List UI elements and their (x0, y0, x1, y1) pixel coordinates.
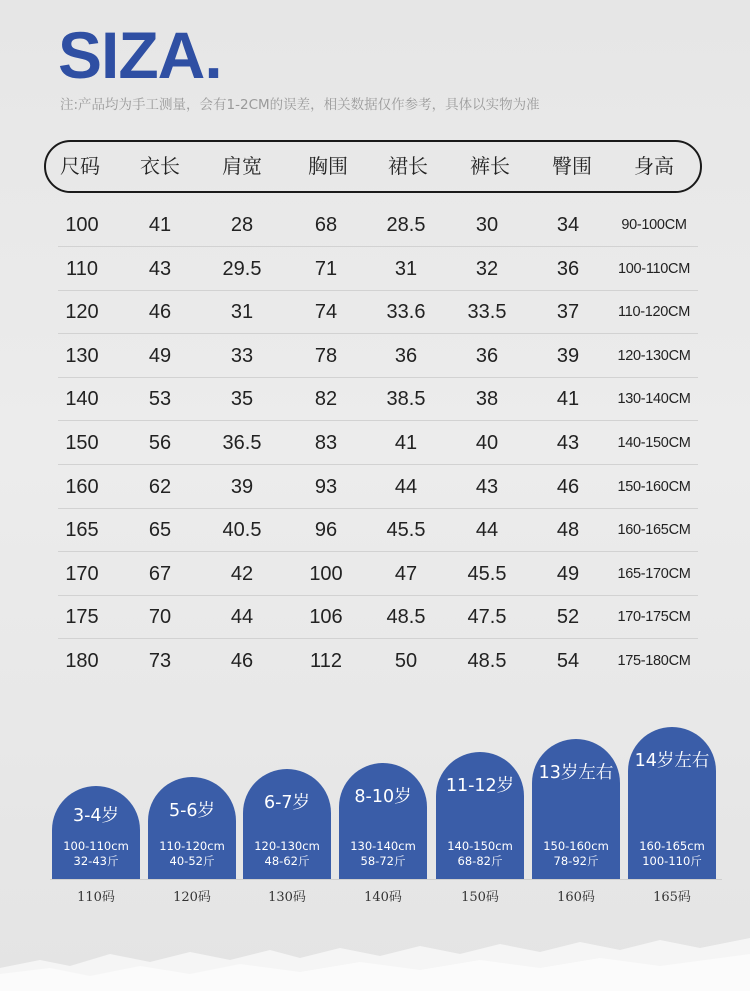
table-cell: 52 (556, 606, 580, 629)
card-age: 11-12岁 (445, 776, 515, 796)
card-height: 160-165cm (639, 839, 705, 853)
table-cell: 175 (65, 606, 99, 629)
table-cell: 49 (148, 344, 172, 367)
table-cell: 160-165CM (617, 522, 691, 539)
table-row (58, 203, 698, 247)
table-cell: 175-180CM (617, 653, 691, 669)
table-cell: 33.5 (467, 301, 507, 324)
table-row (58, 465, 698, 509)
table-cell: 39 (230, 475, 254, 498)
table-cell: 38 (475, 388, 499, 411)
table-cell: 28.5 (386, 214, 426, 236)
page-title: SIZA. (58, 18, 222, 92)
table-cell: 44 (475, 519, 499, 542)
table-cell: 31 (230, 301, 254, 324)
table-cell: 82 (314, 388, 338, 411)
card-weight: 40-52斤 (169, 854, 215, 868)
table-cell: 160 (65, 475, 99, 498)
table-cell: 33 (230, 344, 254, 367)
table-cell: 28 (230, 214, 254, 236)
table-cell: 46 (148, 301, 172, 324)
table-row (58, 508, 698, 552)
card-size-label: 165码 (653, 890, 691, 905)
card-age: 3-4岁 (72, 806, 120, 826)
table-cell: 42 (230, 562, 254, 585)
table-cell: 68 (314, 214, 338, 236)
table-cell: 100 (309, 562, 343, 585)
table-cell: 96 (314, 519, 338, 542)
card-info (628, 839, 716, 869)
table-cell: 165-170CM (617, 565, 691, 582)
card-size-label: 110码 (77, 890, 115, 905)
cards-baseline (50, 879, 722, 880)
table-cell: 70 (148, 606, 172, 629)
table-cell: 180 (65, 650, 99, 672)
table-cell: 50 (394, 650, 418, 672)
table-cell: 43 (475, 475, 499, 498)
table-cell: 54 (556, 650, 580, 672)
age-card (436, 752, 524, 879)
column-header: 尺码 (60, 154, 100, 178)
card-height: 100-110cm (63, 839, 129, 853)
card-height: 110-120cm (159, 839, 225, 853)
card-size-label: 160码 (557, 890, 595, 905)
table-cell: 36 (556, 257, 580, 280)
table-cell: 110-120CM (618, 304, 690, 321)
table-cell: 140-150CM (617, 435, 691, 451)
table-cell: 112 (310, 650, 342, 672)
table-cell: 47 (394, 562, 418, 585)
table-cell: 106 (309, 606, 343, 629)
table-cell: 40.5 (222, 519, 262, 542)
table-cell: 47.5 (467, 606, 507, 629)
table-cell: 49 (556, 562, 580, 585)
table-cell: 150-160CM (617, 478, 691, 495)
table-row (58, 377, 698, 421)
table-row (58, 247, 698, 291)
torn-paper-edge (0, 930, 750, 991)
table-row (58, 639, 698, 683)
card-weight: 78-92斤 (553, 854, 599, 868)
card-info (52, 839, 140, 869)
card-age: 5-6岁 (168, 801, 216, 821)
table-cell: 93 (314, 475, 338, 498)
table-cell: 100 (65, 214, 99, 236)
card-height: 120-130cm (254, 839, 320, 853)
card-age: 13岁左右 (538, 763, 614, 783)
card-info (339, 839, 427, 869)
table-cell: 41 (556, 388, 580, 411)
age-card (532, 739, 620, 879)
table-cell: 120 (65, 301, 99, 324)
table-cell: 37 (556, 301, 580, 324)
table-cell: 44 (394, 475, 418, 498)
card-info (148, 839, 236, 869)
card-height: 140-150cm (447, 839, 513, 853)
card-height: 150-160cm (543, 839, 609, 853)
table-cell: 35 (230, 388, 254, 411)
table-cell: 130-140CM (617, 391, 691, 408)
card-info (532, 839, 620, 869)
table-cell: 46 (556, 475, 580, 498)
table-cell: 44 (230, 606, 254, 629)
table-cell: 43 (148, 257, 172, 280)
table-cell: 165 (65, 519, 99, 542)
column-header: 裤长 (470, 154, 510, 178)
table-cell: 83 (314, 432, 338, 454)
age-card (628, 727, 716, 879)
table-cell: 36 (475, 344, 499, 367)
card-age: 14岁左右 (634, 751, 710, 771)
card-weight: 32-43斤 (73, 854, 119, 868)
table-row (58, 290, 698, 334)
card-age: 8-10岁 (354, 787, 412, 807)
table-cell: 48.5 (467, 650, 507, 672)
table-cell: 36.5 (222, 432, 262, 454)
table-cell: 48 (556, 519, 580, 542)
table-cell: 71 (314, 257, 338, 280)
table-cell: 34 (556, 214, 580, 236)
age-card (148, 777, 236, 879)
table-cell: 65 (148, 519, 172, 542)
table-cell: 46 (230, 650, 254, 672)
card-weight: 58-72斤 (360, 854, 406, 868)
table-cell: 140 (65, 388, 99, 411)
column-header: 胸围 (308, 154, 348, 178)
age-card (339, 763, 427, 879)
table-cell: 67 (148, 562, 172, 585)
card-size-label: 120码 (173, 890, 211, 905)
table-cell: 150 (65, 432, 99, 454)
table-cell: 73 (148, 650, 172, 672)
card-info (436, 839, 524, 869)
card-size-label: 130码 (268, 890, 306, 905)
table-cell: 170-175CM (617, 609, 691, 626)
table-cell: 53 (148, 388, 172, 411)
table-row (58, 595, 698, 639)
card-info (243, 839, 331, 869)
table-cell: 45.5 (386, 519, 426, 542)
measurement-note: 注:产品均为手工测量，会有1-2CM的误差，相关数据仅作参考，具体以实物为准 (60, 97, 540, 113)
table-cell: 170 (65, 562, 99, 585)
table-cell: 30 (475, 214, 499, 236)
table-cell: 110 (66, 257, 98, 280)
table-cell: 90-100CM (621, 217, 687, 233)
table-cell: 29.5 (222, 257, 262, 280)
age-card (52, 786, 140, 879)
card-height: 130-140cm (350, 839, 416, 853)
table-cell: 41 (148, 214, 172, 236)
table-cell: 43 (556, 432, 580, 454)
table-cell: 39 (556, 344, 580, 367)
card-weight: 68-82斤 (457, 854, 503, 868)
column-header: 身高 (634, 154, 674, 178)
table-row (58, 552, 698, 596)
table-cell: 74 (314, 301, 338, 324)
column-header: 肩宽 (222, 154, 262, 178)
column-header: 裙长 (388, 154, 428, 178)
table-cell: 41 (394, 432, 418, 454)
card-weight: 100-110斤 (642, 854, 702, 868)
table-header (44, 140, 702, 193)
card-size-label: 140码 (364, 890, 402, 905)
table-cell: 78 (314, 344, 338, 367)
table-row (58, 421, 698, 465)
table-cell: 32 (475, 257, 499, 280)
card-weight: 48-62斤 (264, 854, 310, 868)
table-cell: 48.5 (386, 606, 426, 629)
table-cell: 100-110CM (618, 260, 690, 277)
table-cell: 40 (475, 432, 499, 454)
table-cell: 33.6 (386, 301, 426, 324)
table-cell: 120-130CM (617, 347, 691, 364)
card-size-label: 150码 (461, 890, 499, 905)
column-header: 衣长 (140, 154, 180, 178)
table-cell: 31 (394, 257, 418, 280)
table-cell: 62 (148, 475, 172, 498)
age-card (243, 769, 331, 879)
table-cell: 56 (148, 432, 172, 454)
table-cell: 36 (394, 344, 418, 367)
column-header: 臀围 (552, 154, 592, 178)
table-cell: 45.5 (467, 562, 507, 585)
table-cell: 38.5 (386, 388, 426, 411)
card-age: 6-7岁 (263, 793, 311, 813)
table-row (58, 334, 698, 378)
table-cell: 130 (65, 344, 99, 367)
